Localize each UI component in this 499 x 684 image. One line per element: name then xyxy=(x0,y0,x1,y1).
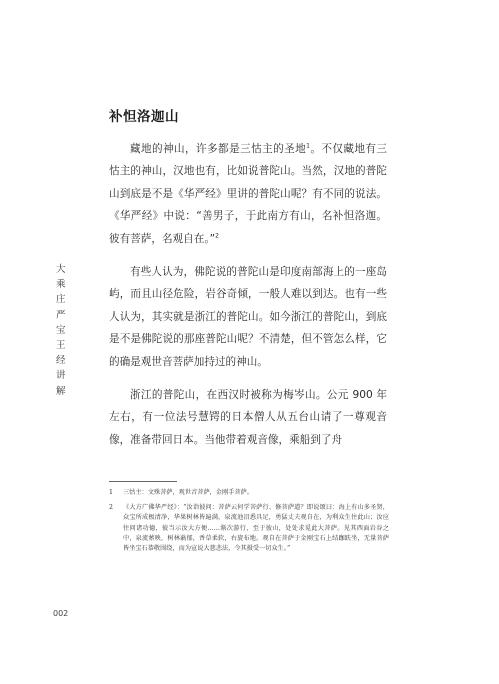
footnote-text: 《大方广佛华严经》：“汝诣彼问：菩萨云何学菩萨行、修菩萨道？即说颂曰：海上有山多圣贤，众宝所成极清净，华果树林皆遍满，泉流池沼悉具足，勇猛丈夫观自在，为利众生住此山；汝应往问诸功德，彼当示汝大方便……渐次游行，至于彼山，处处求觅此大菩萨。见其西面岩谷之中，泉流萦映，树林蓊郁，香草柔软，右旋布地。观自在菩萨于金刚宝石上结跏趺坐，无量菩萨皆坐宝石恭敬围绕，而为宣说大慈悲法，令其摄受一切众生。” xyxy=(123,504,389,553)
running-book-title: 大乘庄严宝王经讲解 xyxy=(56,264,66,397)
footnote-1 xyxy=(109,488,389,498)
footnote-ref-2[interactable]: 2 xyxy=(215,232,219,240)
footnote-number: 1 xyxy=(109,489,113,496)
paragraph-1-text-b: 。不仅藏地有三怙主的神山，汉地也有，比如说普陀山。当然，汉地的普陀山到底是不是《华严经》里讲的普陀山呢？有不同的说法。《华严经》中说：“善男子，于此南方有山，名补怛洛迦。彼有菩萨，名观自在。” xyxy=(109,143,388,245)
footnote-divider xyxy=(109,481,177,482)
footnotes xyxy=(109,488,389,559)
footnote-number: 2 xyxy=(109,504,113,512)
paragraph-1-text-a: 藏地的神山，许多都是三怙主的圣地 xyxy=(130,143,307,155)
chapter-title: 补怛洛迦山 xyxy=(109,109,179,125)
footnote-2 xyxy=(109,503,389,554)
footnote-ref-1[interactable]: 1 xyxy=(306,142,310,150)
footnote-text: 三怙主：文殊菩萨，观世音菩萨，金刚手菩萨。 xyxy=(123,489,253,496)
paragraph-3: 浙江的普陀山，在西汉时被称为梅岑山。公元 900 年左右，有一位法号慧锷的日本僧人从五台山请了一尊观音像，准备带回日本。当他带着观音像，乘船到了舟 xyxy=(109,389,387,446)
page-number: 002 xyxy=(53,609,69,618)
paragraph-1 xyxy=(109,138,387,250)
paragraph-2: 有些人认为，佛陀说的普陀山是印度南部海上的一座岛屿，而且山径危险，岩谷奇倾，一般人难以到达。也有一些人认为，其实就是浙江的普陀山。如今浙江的普陀山，到底是不是佛陀说的那座普陀山呢？不清楚，但不管怎么样，它的确是观世音菩萨加持过的神山。 xyxy=(109,266,387,368)
body-text xyxy=(109,138,387,462)
